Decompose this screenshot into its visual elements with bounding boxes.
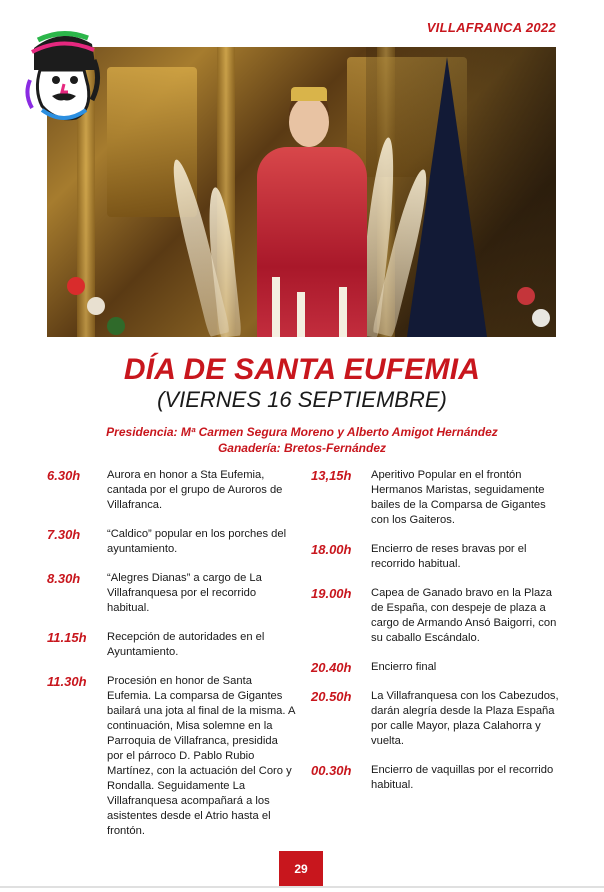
event-time: 7.30h: [47, 527, 81, 542]
event-time: 11.30h: [47, 674, 87, 689]
event-desc: Recepción de autoridades en el Ayuntamiento.: [107, 631, 265, 658]
event-desc: La Villafranquesa con los Cabezudos, darán alegría desde la Plaza España por calle Mayor, plaza Calahorra y vuelta.: [371, 690, 559, 747]
schedule-event: [47, 468, 297, 513]
page-number: 29: [279, 851, 323, 887]
schedule-event: [311, 542, 561, 572]
event-desc: “Caldico” popular en los porches del ayuntamiento.: [107, 528, 287, 555]
schedule-event: [311, 468, 561, 528]
schedule-event: [311, 660, 561, 675]
event-time: 13,15h: [311, 468, 352, 483]
event-desc: Encierro final: [371, 661, 437, 673]
event-time: 11.15h: [47, 630, 87, 645]
credits: [0, 424, 604, 456]
footer-divider: [0, 886, 604, 888]
schedule-right-column: [311, 468, 561, 793]
event-desc: Encierro de vaquillas por el recorrido habitual.: [371, 764, 554, 791]
event-desc: Encierro de reses bravas por el recorrido habitual.: [371, 543, 527, 570]
event-desc: Procesión en honor de Santa Eufemia. La comparsa de Gigantes bailará una jota al final de la misma. A continuación, Misa solemne en la Parroquia de Villafranca, presidida por el párroco D. Pablo Rubio Martínez, con la actuación del Coro y Rondalla. Seguidamente La Villafranquesa acompañará a los asistentes desde el Atrio hasta el frontón.: [107, 675, 295, 837]
event-desc: “Alegres Dianas” a cargo de La Villafranquesa por el recorrido habitual.: [107, 572, 262, 614]
schedule-event: [47, 630, 297, 660]
schedule-event: [47, 527, 297, 557]
event-desc: Aurora en honor a Sta Eufemia, cantada por el grupo de Auroros de Villafranca.: [107, 469, 283, 511]
schedule-event: [311, 763, 561, 793]
schedule-left-column: [47, 468, 297, 839]
saint-statue-photo: [47, 47, 556, 337]
schedule-event: [311, 689, 561, 749]
sub-title: (VIERNES 16 SEPTIEMBRE): [157, 387, 447, 412]
event-time: 00.30h: [311, 763, 352, 778]
header-title: VILLAFRANCA 2022: [426, 20, 556, 35]
schedule-event: [47, 674, 297, 839]
schedule-event: [47, 571, 297, 616]
event-time: 19.00h: [311, 586, 352, 601]
event-time: 8.30h: [47, 571, 81, 586]
ganaderia-line: Ganadería: Bretos-Fernández: [217, 441, 387, 455]
event-time: 20.50h: [311, 689, 352, 704]
event-time: 18.00h: [311, 542, 352, 557]
event-desc: Aperitivo Popular en el frontón Hermanos Maristas, seguidamente bailes de la Comparsa de Gigantes con los Gaiteros.: [371, 469, 546, 526]
giant-head-mascot-icon: [22, 30, 104, 126]
presidencia-line: Presidencia: Mª Carmen Segura Moreno y Alberto Amigot Hernández: [106, 425, 498, 439]
schedule-event: [311, 586, 561, 646]
main-title: DÍA DE SANTA EUFEMIA: [123, 353, 481, 386]
event-desc: Capea de Ganado bravo en la Plaza de España, con despeje de plaza a cargo de Armando Ansó Baigorri, con su caballo Escándalo.: [371, 587, 557, 644]
event-time: 6.30h: [47, 468, 81, 483]
event-time: 20.40h: [311, 660, 352, 675]
